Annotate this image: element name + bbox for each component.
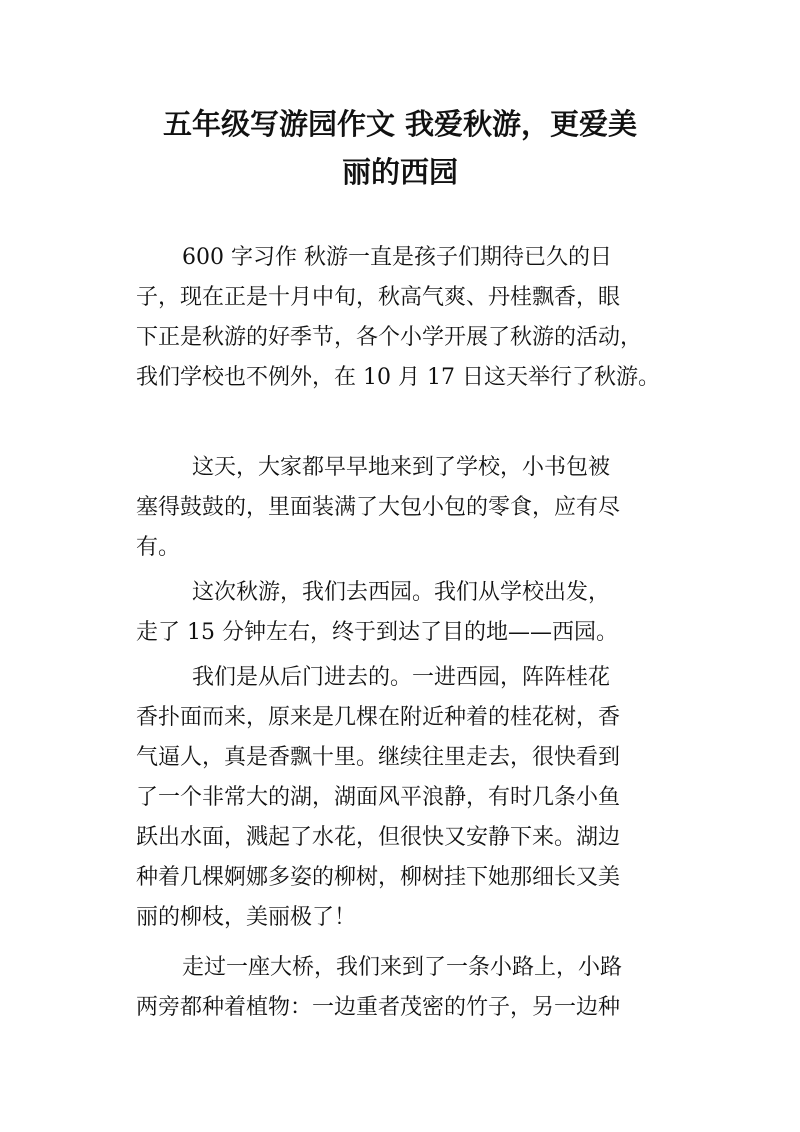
paragraph-line: 跃出水面，溅起了水花，但很快又安静下来。湖边 xyxy=(136,825,621,850)
paragraph-line: 子，现在正是十月中旬，秋高气爽、丹桂飘香，眼 xyxy=(136,285,621,310)
document-title xyxy=(120,100,680,196)
paragraph-line: 气逼人，真是香飘十里。继续往里走去，很快看到 xyxy=(136,745,621,770)
paragraph-line: 这天，大家都早早地来到了学校，小书包被 xyxy=(192,455,611,480)
title-line-1: 五年级写游园作文 我爱秋游，更爱美 xyxy=(162,107,638,141)
paragraph-line: 下正是秋游的好季节，各个小学开展了秋游的活动， xyxy=(136,325,643,350)
paragraph-line: 种着几棵婀娜多姿的柳树，柳树挂下她那细长又美 xyxy=(136,865,621,890)
paragraph-line: 塞得鼓鼓的，里面装满了大包小包的零食，应有尽 xyxy=(136,495,621,520)
paragraph-line: 有。 xyxy=(136,535,181,560)
paragraph-line: 了一个非常大的湖，湖面风平浪静，有时几条小鱼 xyxy=(136,785,621,810)
paragraph-line: 走了 15 分钟左右，终于到达了目的地——西园。 xyxy=(136,620,618,645)
paragraph-line: 香扑面而来，原来是几棵在附近种着的桂花树，香 xyxy=(136,705,621,730)
paragraph-line: 走过一座大桥，我们来到了一条小路上，小路 xyxy=(182,955,623,980)
paragraph-line: 这次秋游，我们去西园。我们从学校出发， xyxy=(192,580,611,605)
paragraph-line: 我们是从后门进去的。一进西园，阵阵桂花 xyxy=(192,665,611,690)
title-line-2: 丽的西园 xyxy=(341,155,458,189)
paragraph-line: 我们学校也不例外，在 10 月 17 日这天举行了秋游。 xyxy=(136,365,660,390)
paragraph-line: 丽的柳枝，美丽极了！ xyxy=(136,905,357,930)
paragraph-line: 两旁都种着植物：一边重者茂密的竹子，另一边种 xyxy=(136,995,621,1020)
paragraph-line: 600 字习作 秋游一直是孩子们期待已久的日 xyxy=(182,245,612,270)
